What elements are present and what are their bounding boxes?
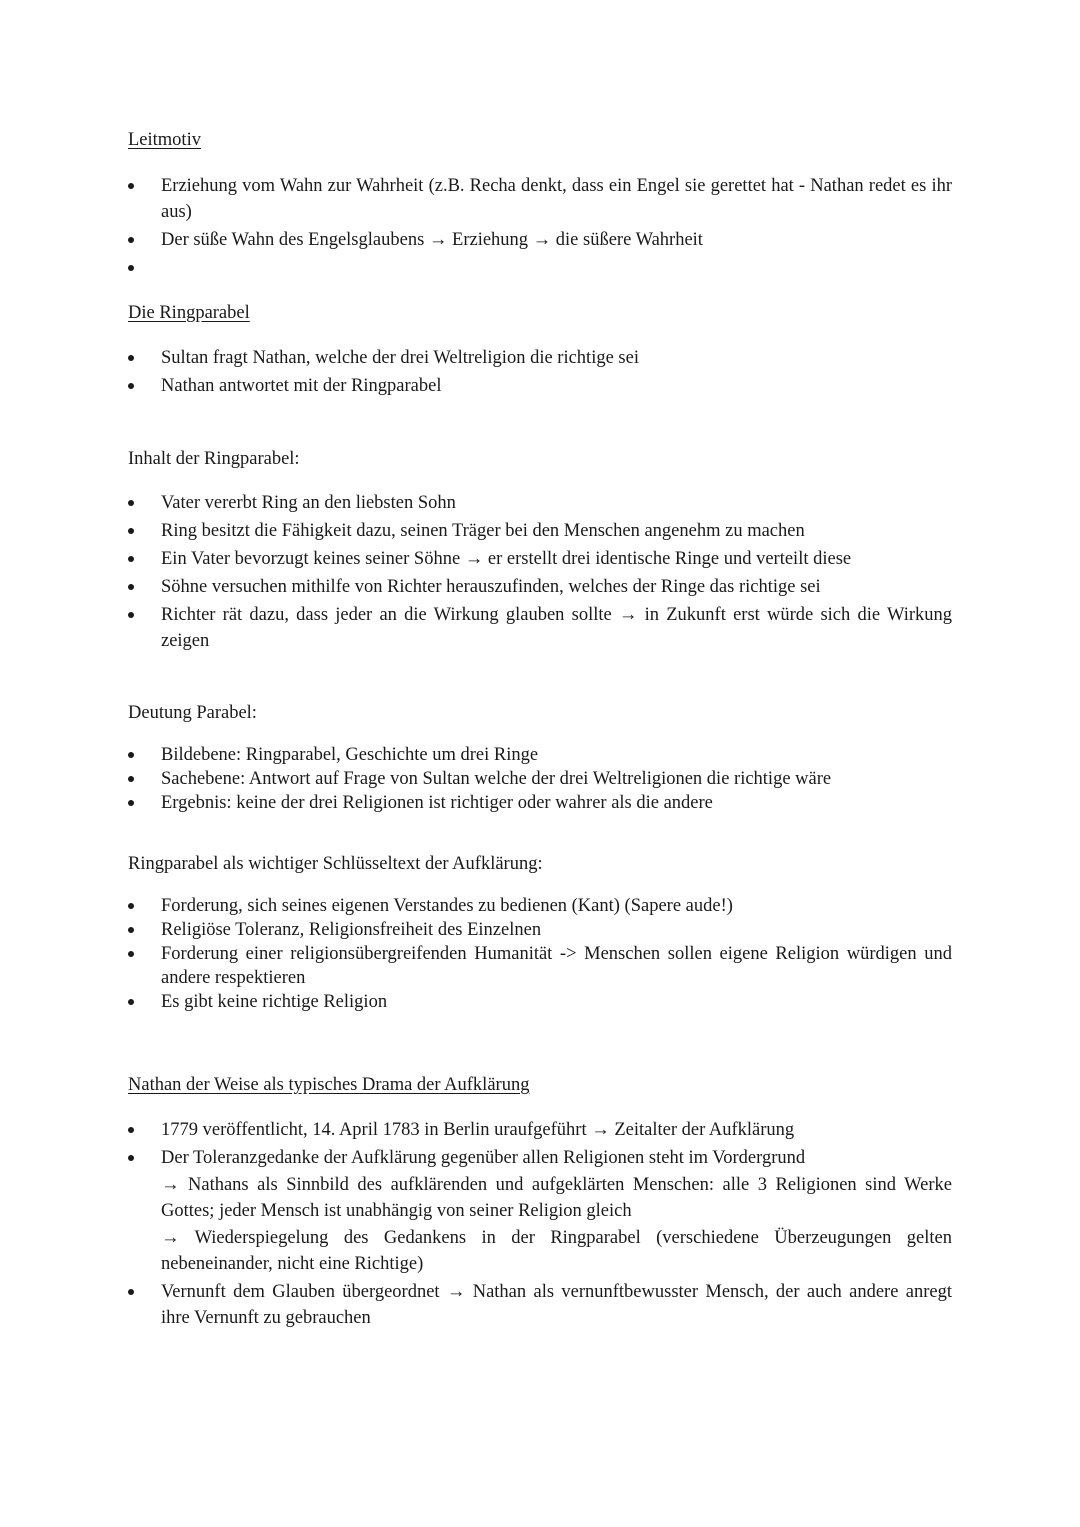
bullet-list-deutung: [128, 743, 952, 815]
list-item: Bildebene: Ringparabel, Geschichte um drei Ringe: [128, 743, 952, 767]
list-item: Vernunft dem Glauben übergeordnet → Nathan als vernunftbewusster Mensch, der auch andere anregt ihre Vernunft zu gebrauchen: [128, 1279, 952, 1331]
list-item: Religiöse Toleranz, Religionsfreiheit des Einzelnen: [128, 918, 952, 942]
section-heading-leitmotiv: Leitmotiv: [128, 130, 201, 150]
list-item: Der süße Wahn des Engelsglaubens → Erziehung → die süßere Wahrheit: [128, 227, 952, 253]
list-item: Richter rät dazu, dass jeder an die Wirkung glauben sollte → in Zukunft erst würde sich die Wirkung zeigen: [128, 602, 952, 654]
section-heading-deutung: Deutung Parabel:: [128, 703, 257, 723]
arrow-subline: → Wiederspiegelung des Gedankens in der Ringparabel (verschiedene Überzeugungen gelten nebeneinander, nicht eine Richtige): [161, 1228, 952, 1274]
list-item: Ein Vater bevorzugt keines seiner Söhne → er erstellt drei identische Ringe und verteilt diese: [128, 546, 952, 572]
section-heading-inhalt: Inhalt der Ringparabel:: [128, 449, 300, 469]
list-item: Der Toleranzgedanke der Aufklärung gegenüber allen Religionen steht im Vordergrund → Nathans als Sinnbild des aufklärenden und aufgeklärten Menschen: alle 3 Religionen sind Werke Gottes; jeder Mensch ist unabhängig von seiner Religion gleich → Wiederspiegelung des Gedankens in der Ringparabel (verschiedene Überzeugungen gelten nebeneinander, nicht eine Richtige): [128, 1145, 952, 1277]
bullet-list-ringparabel: [128, 345, 952, 399]
list-item: Söhne versuchen mithilfe von Richter herauszufinden, welches der Ringe das richtige sei: [128, 574, 952, 600]
bullet-list-schluesseltext: [128, 894, 952, 1014]
list-item: Ergebnis: keine der drei Religionen ist richtiger oder wahrer als die andere: [128, 791, 952, 815]
section-heading-schluesseltext: Ringparabel als wichtiger Schlüsseltext der Aufklärung:: [128, 854, 543, 874]
bullet-list-leitmotiv: [128, 173, 952, 281]
section-heading-nathan-drama: Nathan der Weise als typisches Drama der Aufklärung: [128, 1075, 530, 1095]
list-item-empty: [128, 255, 952, 281]
list-item: Sultan fragt Nathan, welche der drei Weltreligion die richtige sei: [128, 345, 952, 371]
arrow-subline: → Nathans als Sinnbild des aufklärenden und aufgeklärten Menschen: alle 3 Religionen sind Werke Gottes; jeder Mensch ist unabhängig von seiner Religion gleich: [161, 1175, 952, 1221]
list-item: Es gibt keine richtige Religion: [128, 990, 952, 1014]
list-item: 1779 veröffentlicht, 14. April 1783 in Berlin uraufgeführt → Zeitalter der Aufklärung: [128, 1117, 952, 1143]
bullet-list-inhalt: [128, 490, 952, 654]
list-item: Forderung einer religionsübergreifenden Humanität -> Menschen sollen eigene Religion würdigen und andere respektieren: [128, 942, 952, 990]
list-item: Erziehung vom Wahn zur Wahrheit (z.B. Recha denkt, dass ein Engel sie gerettet hat - Nathan redet es ihr aus): [128, 173, 952, 225]
list-item: Forderung, sich seines eigenen Verstandes zu bedienen (Kant) (Sapere aude!): [128, 894, 952, 918]
list-item: Sachebene: Antwort auf Frage von Sultan welche der drei Weltreligionen die richtige wäre: [128, 767, 952, 791]
list-item: Nathan antwortet mit der Ringparabel: [128, 373, 952, 399]
bullet-list-nathan-drama: [128, 1117, 952, 1331]
section-heading-ringparabel: Die Ringparabel: [128, 303, 250, 323]
list-item: Vater vererbt Ring an den liebsten Sohn: [128, 490, 952, 516]
list-item: Ring besitzt die Fähigkeit dazu, seinen Träger bei den Menschen angenehm zu machen: [128, 518, 952, 544]
